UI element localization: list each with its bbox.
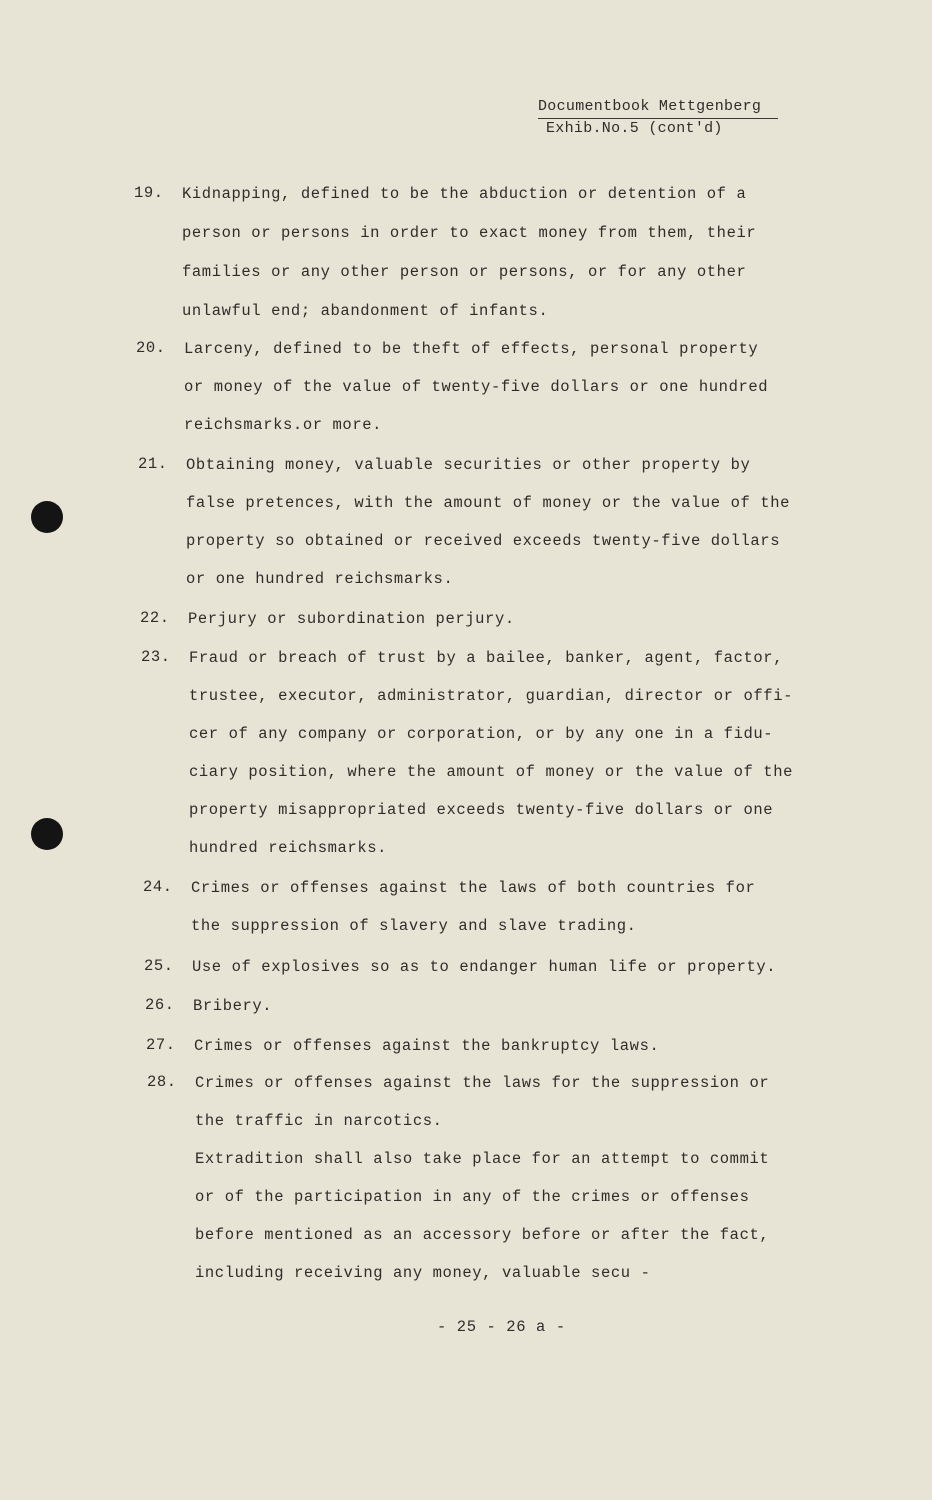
text-line: Crimes or offenses against the laws of both countries for [191, 879, 756, 897]
text-line: Obtaining money, valuable securities or other property by [186, 456, 751, 474]
text-line: Larceny, defined to be theft of effects, personal property [184, 340, 759, 358]
text-line: Crimes or offenses against the bankruptcy laws. [194, 1037, 660, 1055]
text-line: families or any other person or persons, or for any other [182, 263, 747, 281]
item-text [184, 339, 768, 453]
text-line: property misappropriated exceeds twenty-five dollars or one [189, 801, 774, 819]
punch-hole-upper [31, 501, 63, 533]
text-line: reichsmarks.or more. [184, 416, 383, 434]
punch-hole-lower [31, 818, 63, 850]
text-line: or one hundred reichsmarks. [186, 570, 454, 588]
item-text [189, 648, 793, 876]
text-line: Crimes or offenses against the laws for the suppression or [195, 1074, 770, 1092]
page-number: - 25 - 26 a - [437, 1318, 566, 1336]
text-line: trustee, executor, administrator, guardian, director or offi- [189, 687, 793, 705]
item-number: 25. [144, 957, 174, 975]
text-line: Bribery. [193, 997, 273, 1015]
text-line: person or persons in order to exact money from them, their [182, 224, 757, 242]
item-number: 28. [147, 1073, 177, 1091]
item-text [193, 996, 272, 1034]
item-text [192, 957, 776, 995]
text-line: including receiving any money, valuable secu - [195, 1264, 651, 1282]
text-line: ciary position, where the amount of money or the value of the [189, 763, 793, 781]
item-number: 20. [136, 339, 166, 357]
item-number: 24. [143, 878, 173, 896]
text-line: unlawful end; abandonment of infants. [182, 302, 549, 320]
text-line: Fraud or breach of trust by a bailee, banker, agent, factor, [189, 649, 784, 667]
text-line: the suppression of slavery and slave trading. [191, 917, 637, 935]
item-text [194, 1036, 659, 1074]
item-text [195, 1073, 769, 1301]
text-line: or money of the value of twenty-five dollars or one hundred [184, 378, 769, 396]
text-line: Extradition shall also take place for an attempt to commit [195, 1150, 770, 1168]
text-line: Perjury or subordination perjury. [188, 610, 515, 628]
text-line: false pretences, with the amount of money or the value of the [186, 494, 790, 512]
document-header [538, 97, 778, 139]
text-line: Kidnapping, defined to be the abduction or detention of a [182, 185, 747, 203]
text-line: hundred reichsmarks. [189, 839, 388, 857]
header-exhibit: Exhib.No.5 (cont'd) [546, 120, 723, 137]
text-line: before mentioned as an accessory before or after the fact, [195, 1226, 770, 1244]
item-number: 23. [141, 648, 171, 666]
item-text [186, 455, 790, 607]
text-line: property so obtained or received exceeds twenty-five dollars [186, 532, 781, 550]
text-line: the traffic in narcotics. [195, 1112, 443, 1130]
item-text [182, 184, 756, 340]
item-number: 26. [145, 996, 175, 1014]
item-text [191, 878, 755, 954]
text-line: Use of explosives so as to endanger human life or property. [192, 958, 777, 976]
text-line: cer of any company or corporation, or by any one in a fidu- [189, 725, 774, 743]
item-number: 21. [138, 455, 168, 473]
header-documentbook: Documentbook Mettgenberg [538, 97, 778, 119]
item-text [188, 609, 515, 647]
text-line: or of the participation in any of the crimes or offenses [195, 1188, 750, 1206]
item-number: 19. [134, 184, 164, 202]
item-number: 27. [146, 1036, 176, 1054]
item-number: 22. [140, 609, 170, 627]
